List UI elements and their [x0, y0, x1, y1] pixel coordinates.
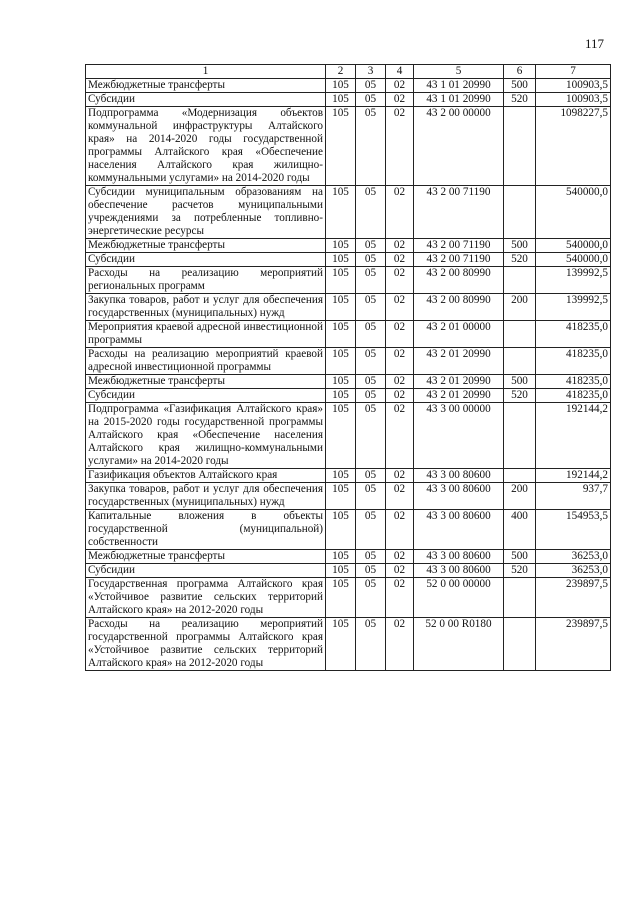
cell-expense-type [504, 321, 536, 348]
cell-target-item: 43 2 00 71190 [414, 186, 504, 239]
cell-section: 05 [356, 321, 386, 348]
cell-subsection: 02 [386, 389, 414, 403]
cell-target-item: 43 1 01 20990 [414, 79, 504, 93]
cell-amount: 36253,0 [536, 564, 611, 578]
cell-ministry-code: 105 [326, 107, 356, 186]
cell-name: Подпрограмма «Модернизация объектов коммунальной инфраструктуры Алтайского края» на 2014-2020 годы государственной программы Алтайского края «Обеспечение населения Алтайского края жилищно-коммунальными услугами» на 2014-2020 годы [86, 107, 326, 186]
cell-amount: 418235,0 [536, 348, 611, 375]
cell-ministry-code: 105 [326, 618, 356, 671]
cell-section: 05 [356, 107, 386, 186]
cell-target-item: 43 2 01 20990 [414, 389, 504, 403]
cell-amount: 100903,5 [536, 79, 611, 93]
cell-section: 05 [356, 550, 386, 564]
cell-target-item: 43 3 00 80600 [414, 550, 504, 564]
cell-section: 05 [356, 239, 386, 253]
cell-ministry-code: 105 [326, 389, 356, 403]
cell-expense-type: 520 [504, 564, 536, 578]
cell-subsection: 02 [386, 79, 414, 93]
cell-subsection: 02 [386, 348, 414, 375]
cell-target-item: 43 1 01 20990 [414, 93, 504, 107]
cell-amount: 239897,5 [536, 578, 611, 618]
cell-expense-type: 500 [504, 239, 536, 253]
cell-name: Субсидии муниципальным образованиям на обеспечение расчетов муниципальными учреждениями за потребленные топливно-энергетические ресурсы [86, 186, 326, 239]
cell-name: Расходы на реализацию мероприятий краевой адресной инвестиционной программы [86, 348, 326, 375]
cell-amount: 418235,0 [536, 389, 611, 403]
col-header: 6 [504, 65, 536, 79]
cell-subsection: 02 [386, 107, 414, 186]
cell-name: Закупка товаров, работ и услуг для обеспечения государственных (муниципальных) нужд [86, 483, 326, 510]
cell-amount: 139992,5 [536, 294, 611, 321]
cell-name: Расходы на реализацию мероприятий региональных программ [86, 267, 326, 294]
cell-section: 05 [356, 294, 386, 321]
table-row [86, 550, 611, 564]
cell-subsection: 02 [386, 578, 414, 618]
cell-target-item: 43 2 00 80990 [414, 294, 504, 321]
cell-subsection: 02 [386, 403, 414, 469]
cell-expense-type: 500 [504, 375, 536, 389]
cell-ministry-code: 105 [326, 510, 356, 550]
cell-section: 05 [356, 578, 386, 618]
cell-expense-type [504, 469, 536, 483]
table-row [86, 79, 611, 93]
cell-subsection: 02 [386, 550, 414, 564]
cell-amount: 540000,0 [536, 186, 611, 239]
cell-target-item: 43 2 00 71190 [414, 239, 504, 253]
cell-subsection: 02 [386, 321, 414, 348]
cell-subsection: 02 [386, 469, 414, 483]
cell-expense-type [504, 107, 536, 186]
cell-target-item: 43 2 01 20990 [414, 375, 504, 389]
cell-target-item: 43 2 01 20990 [414, 348, 504, 375]
cell-ministry-code: 105 [326, 348, 356, 375]
cell-ministry-code: 105 [326, 578, 356, 618]
cell-name: Межбюджетные трансферты [86, 79, 326, 93]
cell-section: 05 [356, 483, 386, 510]
cell-target-item: 43 3 00 00000 [414, 403, 504, 469]
table-row [86, 239, 611, 253]
cell-section: 05 [356, 93, 386, 107]
cell-expense-type [504, 618, 536, 671]
cell-name: Субсидии [86, 253, 326, 267]
cell-target-item: 43 2 00 00000 [414, 107, 504, 186]
table-row [86, 253, 611, 267]
table-row [86, 267, 611, 294]
cell-section: 05 [356, 79, 386, 93]
cell-expense-type: 500 [504, 550, 536, 564]
cell-name: Субсидии [86, 564, 326, 578]
cell-subsection: 02 [386, 253, 414, 267]
cell-expense-type [504, 578, 536, 618]
cell-section: 05 [356, 389, 386, 403]
table-row [86, 578, 611, 618]
table-row [86, 321, 611, 348]
cell-target-item: 43 3 00 80600 [414, 483, 504, 510]
cell-expense-type: 500 [504, 79, 536, 93]
cell-amount: 1098227,5 [536, 107, 611, 186]
cell-target-item: 52 0 00 R0180 [414, 618, 504, 671]
table-row [86, 294, 611, 321]
cell-amount: 192144,2 [536, 469, 611, 483]
cell-name: Государственная программа Алтайского края «Устойчивое развитие сельских территорий Алтайского края» на 2012-2020 годы [86, 578, 326, 618]
table-row [86, 483, 611, 510]
cell-ministry-code: 105 [326, 375, 356, 389]
cell-target-item: 43 2 00 80990 [414, 267, 504, 294]
cell-section: 05 [356, 253, 386, 267]
cell-name: Расходы на реализацию мероприятий государственной программы Алтайского края «Устойчивое развитие сельских территорий Алтайского края» на 2012-2020 годы [86, 618, 326, 671]
cell-name: Закупка товаров, работ и услуг для обеспечения государственных (муниципальных) нужд [86, 294, 326, 321]
cell-expense-type [504, 348, 536, 375]
cell-name: Субсидии [86, 93, 326, 107]
cell-expense-type: 520 [504, 93, 536, 107]
cell-subsection: 02 [386, 510, 414, 550]
cell-expense-type: 400 [504, 510, 536, 550]
table-row [86, 375, 611, 389]
cell-target-item: 43 3 00 80600 [414, 469, 504, 483]
cell-expense-type: 200 [504, 294, 536, 321]
table-row [86, 93, 611, 107]
cell-subsection: 02 [386, 239, 414, 253]
cell-amount: 36253,0 [536, 550, 611, 564]
cell-ministry-code: 105 [326, 403, 356, 469]
cell-amount: 540000,0 [536, 253, 611, 267]
cell-ministry-code: 105 [326, 564, 356, 578]
cell-expense-type: 520 [504, 389, 536, 403]
col-header: 7 [536, 65, 611, 79]
cell-target-item: 43 2 01 00000 [414, 321, 504, 348]
cell-name: Субсидии [86, 389, 326, 403]
table-row [86, 510, 611, 550]
cell-name: Подпрограмма «Газификация Алтайского края» на 2015-2020 годы государственной программы Алтайского края «Обеспечение населения Алтайского края жилищно-коммунальными услугами» на 2014-2020 годы [86, 403, 326, 469]
page-number: 117 [585, 36, 605, 51]
cell-amount: 937,7 [536, 483, 611, 510]
cell-ministry-code: 105 [326, 267, 356, 294]
cell-target-item: 43 2 00 71190 [414, 253, 504, 267]
cell-name: Капитальные вложения в объекты государственной (муниципальной) собственности [86, 510, 326, 550]
cell-subsection: 02 [386, 294, 414, 321]
col-header: 4 [386, 65, 414, 79]
cell-subsection: 02 [386, 93, 414, 107]
cell-section: 05 [356, 618, 386, 671]
cell-subsection: 02 [386, 483, 414, 510]
cell-expense-type [504, 186, 536, 239]
cell-section: 05 [356, 510, 386, 550]
cell-target-item: 52 0 00 00000 [414, 578, 504, 618]
cell-section: 05 [356, 348, 386, 375]
cell-expense-type: 200 [504, 483, 536, 510]
cell-amount: 418235,0 [536, 375, 611, 389]
header-row [86, 65, 611, 79]
cell-ministry-code: 105 [326, 79, 356, 93]
cell-ministry-code: 105 [326, 294, 356, 321]
cell-expense-type: 520 [504, 253, 536, 267]
cell-amount: 154953,5 [536, 510, 611, 550]
cell-ministry-code: 105 [326, 321, 356, 348]
cell-ministry-code: 105 [326, 93, 356, 107]
cell-subsection: 02 [386, 618, 414, 671]
cell-section: 05 [356, 186, 386, 239]
cell-amount: 100903,5 [536, 93, 611, 107]
cell-amount: 192144,2 [536, 403, 611, 469]
cell-target-item: 43 3 00 80600 [414, 510, 504, 550]
cell-name: Межбюджетные трансферты [86, 550, 326, 564]
cell-amount: 239897,5 [536, 618, 611, 671]
cell-amount: 540000,0 [536, 239, 611, 253]
cell-section: 05 [356, 375, 386, 389]
col-header: 1 [86, 65, 326, 79]
cell-section: 05 [356, 564, 386, 578]
col-header: 5 [414, 65, 504, 79]
cell-subsection: 02 [386, 186, 414, 239]
table-row [86, 107, 611, 186]
table-row [86, 389, 611, 403]
cell-target-item: 43 3 00 80600 [414, 564, 504, 578]
budget-table [85, 64, 611, 671]
table-row [86, 564, 611, 578]
cell-ministry-code: 105 [326, 550, 356, 564]
cell-section: 05 [356, 267, 386, 294]
table-row [86, 186, 611, 239]
cell-ministry-code: 105 [326, 186, 356, 239]
cell-name: Мероприятия краевой адресной инвестиционной программы [86, 321, 326, 348]
cell-name: Межбюджетные трансферты [86, 375, 326, 389]
cell-amount: 139992,5 [536, 267, 611, 294]
cell-name: Газификация объектов Алтайского края [86, 469, 326, 483]
cell-subsection: 02 [386, 375, 414, 389]
col-header: 3 [356, 65, 386, 79]
cell-ministry-code: 105 [326, 239, 356, 253]
cell-expense-type [504, 267, 536, 294]
table-row [86, 403, 611, 469]
cell-amount: 418235,0 [536, 321, 611, 348]
cell-ministry-code: 105 [326, 469, 356, 483]
cell-ministry-code: 105 [326, 253, 356, 267]
col-header: 2 [326, 65, 356, 79]
table-row [86, 348, 611, 375]
cell-expense-type [504, 403, 536, 469]
cell-section: 05 [356, 403, 386, 469]
cell-ministry-code: 105 [326, 483, 356, 510]
cell-subsection: 02 [386, 267, 414, 294]
cell-name: Межбюджетные трансферты [86, 239, 326, 253]
cell-section: 05 [356, 469, 386, 483]
table-row [86, 618, 611, 671]
table-row [86, 469, 611, 483]
cell-subsection: 02 [386, 564, 414, 578]
